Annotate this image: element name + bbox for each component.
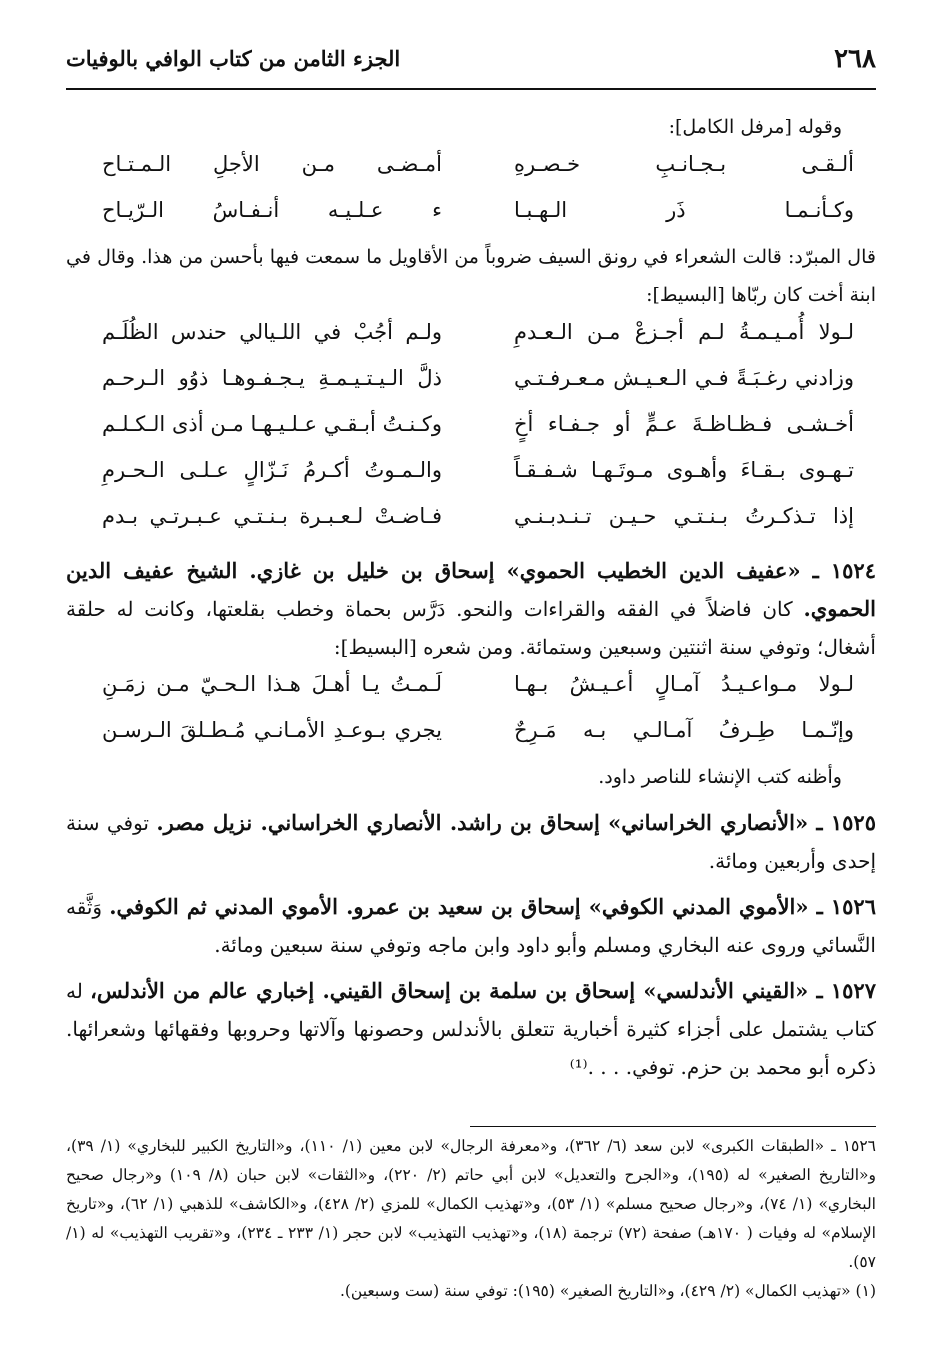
page-number: ٢٦٨ (834, 44, 876, 74)
entry-1527 (66, 972, 876, 1086)
hemistich-second: ء عـلـيـه أنـفـاسُ الـرّيـاح (102, 198, 442, 222)
entry-heading: ١٥٢٤ ـ «عفيف الدين الخطيب الحموي» إسحاق بن خليل بن غازي. الشيخ عفيف الدين الحموي. (66, 558, 877, 621)
main-text (66, 108, 876, 1086)
hemistich-first: أخـشـى فـظـاظـةَ عـمٍّ أو جـفـاء أخٍ (514, 412, 854, 436)
footnote-text: «تهذيب الكمال» (٢/ ٤٢٩)، و«التاريخ الصغير» (١٩٥): توفي سنة (ست وسبعين). (339, 1282, 851, 1300)
hemistich-second: ذلَّ الـيـتـيـمـةِ يـجـفـوهـا ذوُو الـرحـم (102, 366, 442, 390)
running-title: الجزء الثامن من كتاب الوافي بالوفيات (66, 46, 401, 71)
hemistich-second: والـمـوتُ أكـرمُ نَـزّالٍ عـلـى الـحـرمِ (102, 458, 442, 482)
hemistich-second: لَـمـتُ يـا أهـلَ هـذا الـحـيّ مـن زمَـنِ (102, 672, 442, 696)
hemistich-first: لـولا مـواعـيـدُ آمـالٍ أعـيـشُ بـهـا (514, 672, 854, 696)
entry-heading: ١٥٢٦ ـ «الأموي المدني الكوفي» إسحاق بن سعيد بن عمرو. الأموي المدني ثم الكوفي. (109, 894, 876, 919)
entry-heading: ١٥٢٥ ـ «الأنصاري الخراساني» إسحاق بن راشد. الأنصاري الخراساني. نزيل مصر. (156, 810, 876, 835)
verse (66, 314, 876, 360)
entry-body: كان فاضلاً في الفقه والقراءات والنحو. دَرَّس بحماة وخطب بقلعتها، وكانت له حلقة أشغال؛ وتوفي سنة اثنتين وسبعين وستمائة. ومن شعره [البسيط]: (66, 597, 876, 659)
footnote (66, 1132, 876, 1277)
hemistich-first: تـهـوى بـقـاءَ وأهـوى مـوتَـهـا شـفـقـاً (514, 458, 854, 482)
verse (66, 146, 876, 192)
entry-1524-closing: وأظنه كتب الإنشاء للناصر داود. (598, 766, 842, 788)
entry-body: وَثَّقه النَّسائي وروى عنه البخاري ومسلم وأبو داود وابن ماجه وتوفي سنة سبعين ومائة. (66, 895, 876, 957)
verse (66, 360, 876, 406)
hemistich-second: ولـم أجُبْ في اللـيالي حندس الظُلَـم (102, 320, 442, 344)
entry-body: له كتاب يشتمل على أجزاء كثيرة أخبارية تتعلق بالأندلس وحصونها وآلاتها وحروبها وفقهائها وشعرائها. ذكره أبو محمد بن حزم. توفي. . . .⁽¹⁾ (66, 979, 876, 1079)
footnote-divider (470, 1126, 876, 1127)
hemistich-first: لـولا أُمـيـمـةُ لـم أجـزعْ مـن الـعـدمِ (514, 320, 854, 344)
footnote-text: «الطبقات الكبرى» لابن سعد (٦/ ٣٦٢)، و«معرفة الرجال» لابن معين (١/ ١١٠)، و«التاريخ الكبير للبخاري» (١/ ٣٩)، و«التاريخ الصغير» له (١٩٥)، و«الجرح والتعديل» لابن أبي حاتم (٢/ ٢٢٠)، و«الثقات» لابن حبان (٨/ ١٠٩) و«رجال صحيح البخاري» (١/ ٧٤)، و«رجال صحيح مسلم» (١/ ٥٣)، و«تهذيب الكمال» للمزي (٢/ ٤٢٨)، و«الكاشف» للذهبي (١/ ٦٢)، و«تاريخ الإسلام» له وفيات ( ١٧٠هـ) صفحة (٧٢) ترجمة (١٨)، و«تهذيب التهذيب» لابن حجر (١/ ٢٣٣ ـ ٢٣٤)، و«تقريب التهذيب» له (١/ ٥٧). (66, 1137, 876, 1271)
hemistich-second: يجري بـوعـدِ الأمـانـي مُـطـلقَ الـرسـن (102, 718, 442, 742)
hemistich-second: أمـضـى مـن الأجلِ الـمـتـاح (102, 152, 442, 176)
entry-body: توفي سنة إحدى وأربعين ومائة. (66, 811, 876, 873)
footnote-number: (١) (855, 1282, 876, 1300)
verse (66, 452, 876, 498)
page-header (66, 40, 876, 90)
entry-1525 (66, 804, 876, 880)
hemistich-second: فـاضـتْ لـعـبـرة بـنـتـي عـبـرتـي بـدم (102, 504, 442, 528)
entry-1526 (66, 888, 876, 964)
verse (66, 712, 876, 758)
verse (66, 406, 876, 452)
intro-line: وقوله [مرفل الكامل]: (668, 116, 842, 138)
hemistich-second: وكـنـتُ أبـقـي عـلـيـهـا مـن أذى الـكـلـم (102, 412, 442, 436)
mubarrad-paragraph: قال المبرّد: قالت الشعراء في رونق السيف ضروباً من الأقاويل ما سمعت فيها بأحسن من هذا. وقال في ابنة أخت كان ربّاها [البسيط]: (66, 246, 876, 306)
footnote-number: ١٥٢٦ ـ (831, 1137, 876, 1155)
footnotes (66, 1132, 876, 1306)
verse (66, 666, 876, 712)
entry-1524 (66, 552, 876, 666)
footnote (66, 1277, 876, 1306)
verse (66, 498, 876, 544)
entry-heading: ١٥٢٧ ـ «القيني الأندلسي» إسحاق بن سلمة بن إسحاق القيني. إخباري عالم من الأندلس، (90, 978, 876, 1003)
hemistich-first: وإنّـمـا طِـرفُ آمـالـي بـه مَـرِحٌ (514, 718, 854, 742)
hemistich-first: إذا تـذكـرتُ بـنـتـي حـيـن تـنـدبـنـي (514, 504, 854, 528)
hemistich-first: وزادني رغـبَـةً فـي الـعـيـش مـعـرفـتـي (514, 366, 854, 390)
verse (66, 192, 876, 238)
hemistich-first: ألـقـى بـجـانـبِ خـصـرهِ (514, 152, 854, 176)
hemistich-first: وكـأنـمـا ذَر الـهـبـا (514, 198, 854, 222)
